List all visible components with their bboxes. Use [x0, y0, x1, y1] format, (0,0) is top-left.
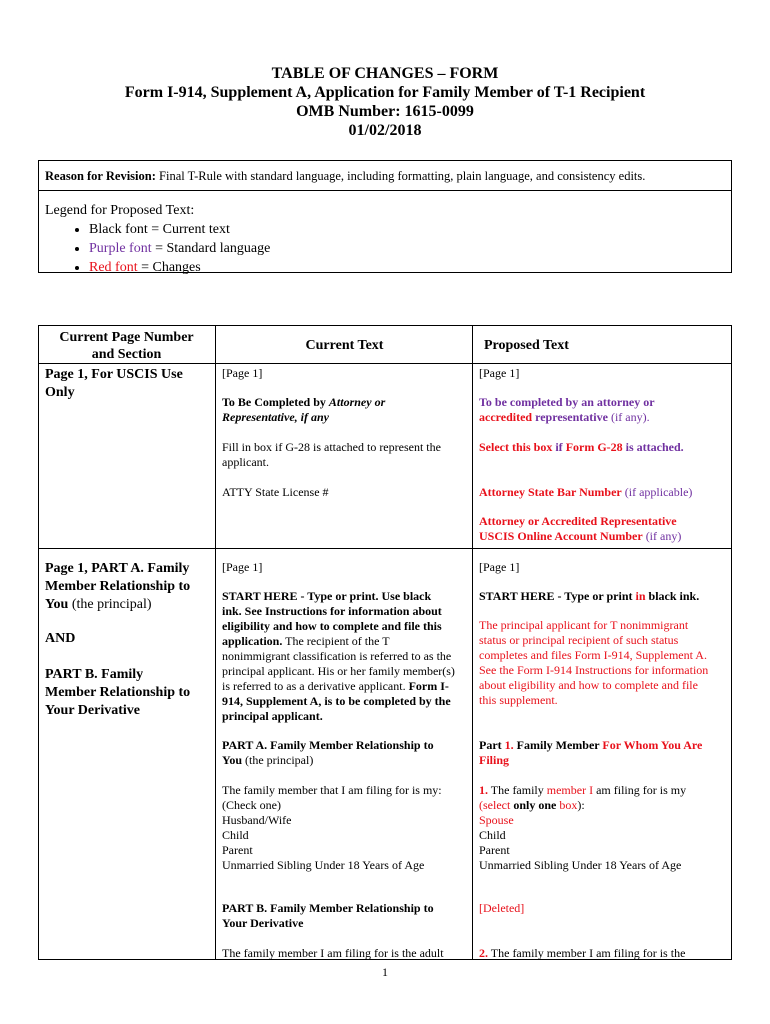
row1-proposed-online-account: Attorney or Accredited Representative USCIS Online Account Number (if any) [479, 514, 682, 543]
row2-proposed-principal-paragraph: The principal applicant for T nonimmigrant status or principal recipient of such status completes and files Form I-914, Supplement A. See the Form I-914 Instructions for information about eligibility and how to complete and file this supplement. [479, 618, 709, 707]
row2-proposed-deleted: [Deleted] [479, 901, 525, 915]
revision-box [38, 160, 732, 273]
row2-current-page: [Page 1] [222, 560, 263, 574]
title-line-1: TABLE OF CHANGES – FORM [271, 65, 499, 82]
changes-table [38, 325, 732, 960]
row2-current-family-member: The family member that I am filing for is my: (Check one) Husband/Wife Child Parent Unmarried Sibling Under 18 Years of Age [222, 783, 442, 872]
row1-proposed-attorney: To be completed by an attorney or accredited representative (if any). [479, 395, 655, 424]
row2-current-part-b: PART B. Family Member Relationship to Your Derivative [222, 901, 434, 930]
legend-item-red: • Red font = Changes [89, 258, 270, 277]
column-divider [472, 326, 473, 959]
row2-proposed-start-here: START HERE - Type or print in black ink. [479, 589, 700, 603]
row1-section: Page 1, For USCIS Use Only [45, 367, 183, 400]
row2-proposed-part-1: Part 1. Family Member For Whom You Are Filing [479, 738, 703, 767]
row2-current-adult: The family member I am filing for is the adult [222, 946, 444, 960]
legend-heading: Legend for Proposed Text: [45, 203, 195, 218]
header-current-text: Current Text [305, 338, 384, 353]
row1-proposed-page: [Page 1] [479, 366, 520, 380]
row1-current-license: ATTY State License # [222, 485, 329, 499]
title-line-2: Form I-914, Supplement A, Application for Family Member of T-1 Recipient [124, 84, 646, 101]
header-proposed-text: Proposed Text [484, 338, 569, 353]
row2-proposed-family-member-2: 2. The family member I am filing for is the [479, 946, 686, 960]
row2-proposed-page: [Page 1] [479, 560, 520, 574]
header-page-section: Current Page Number and Section [59, 330, 194, 362]
row2-section: Page 1, PART A. Family Member Relationship to You (the principal) AND PART B. Family Member Relationship to Your Derivative [45, 561, 191, 718]
page-number: 1 [382, 965, 388, 979]
row2-proposed-family-member: 1. The family member I am filing for is my (select only one box): Spouse Child Parent Unmarried Sibling Under 18 Years of Age [479, 783, 687, 872]
legend-item-purple: • Purple font = Standard language [89, 239, 270, 258]
reason-label: Reason for Revision: [45, 169, 156, 183]
row1-current-attorney: To Be Completed by Attorney or Representative, if any [222, 395, 386, 424]
row2-current-part-a: PART A. Family Member Relationship to You (the principal) [222, 738, 434, 767]
row-divider [39, 548, 731, 549]
row2-current-start-here: START HERE - Type or print. Use black ink. See Instructions for information about eligibility and how to complete and file this application. The recipient of the T nonimmigrant classification is referred to as the principal applicant. His or her family member(s) is referred to as a derivative applicant. Form I- 914, Supplement A, is to be completed by the principal applicant. [222, 589, 455, 723]
title-line-3: OMB Number: 1615-0099 [296, 103, 474, 120]
row1-proposed-bar-number: Attorney State Bar Number (if applicable) [479, 485, 693, 499]
reason-for-revision [39, 161, 731, 191]
document-title [0, 64, 770, 140]
row1-proposed-g28: Select this box if Form G-28 is attached. [479, 440, 684, 454]
row1-current-page: [Page 1] [222, 366, 263, 380]
reason-text: Final T-Rule with standard language, including formatting, plain language, and consistency edits. [155, 169, 646, 183]
legend [45, 201, 270, 277]
title-line-4: 01/02/2018 [348, 122, 422, 139]
legend-item-black: • Black font = Current text [89, 220, 270, 239]
row1-current-g28: Fill in box if G-28 is attached to represent the applicant. [222, 440, 441, 469]
header-divider [39, 363, 731, 364]
